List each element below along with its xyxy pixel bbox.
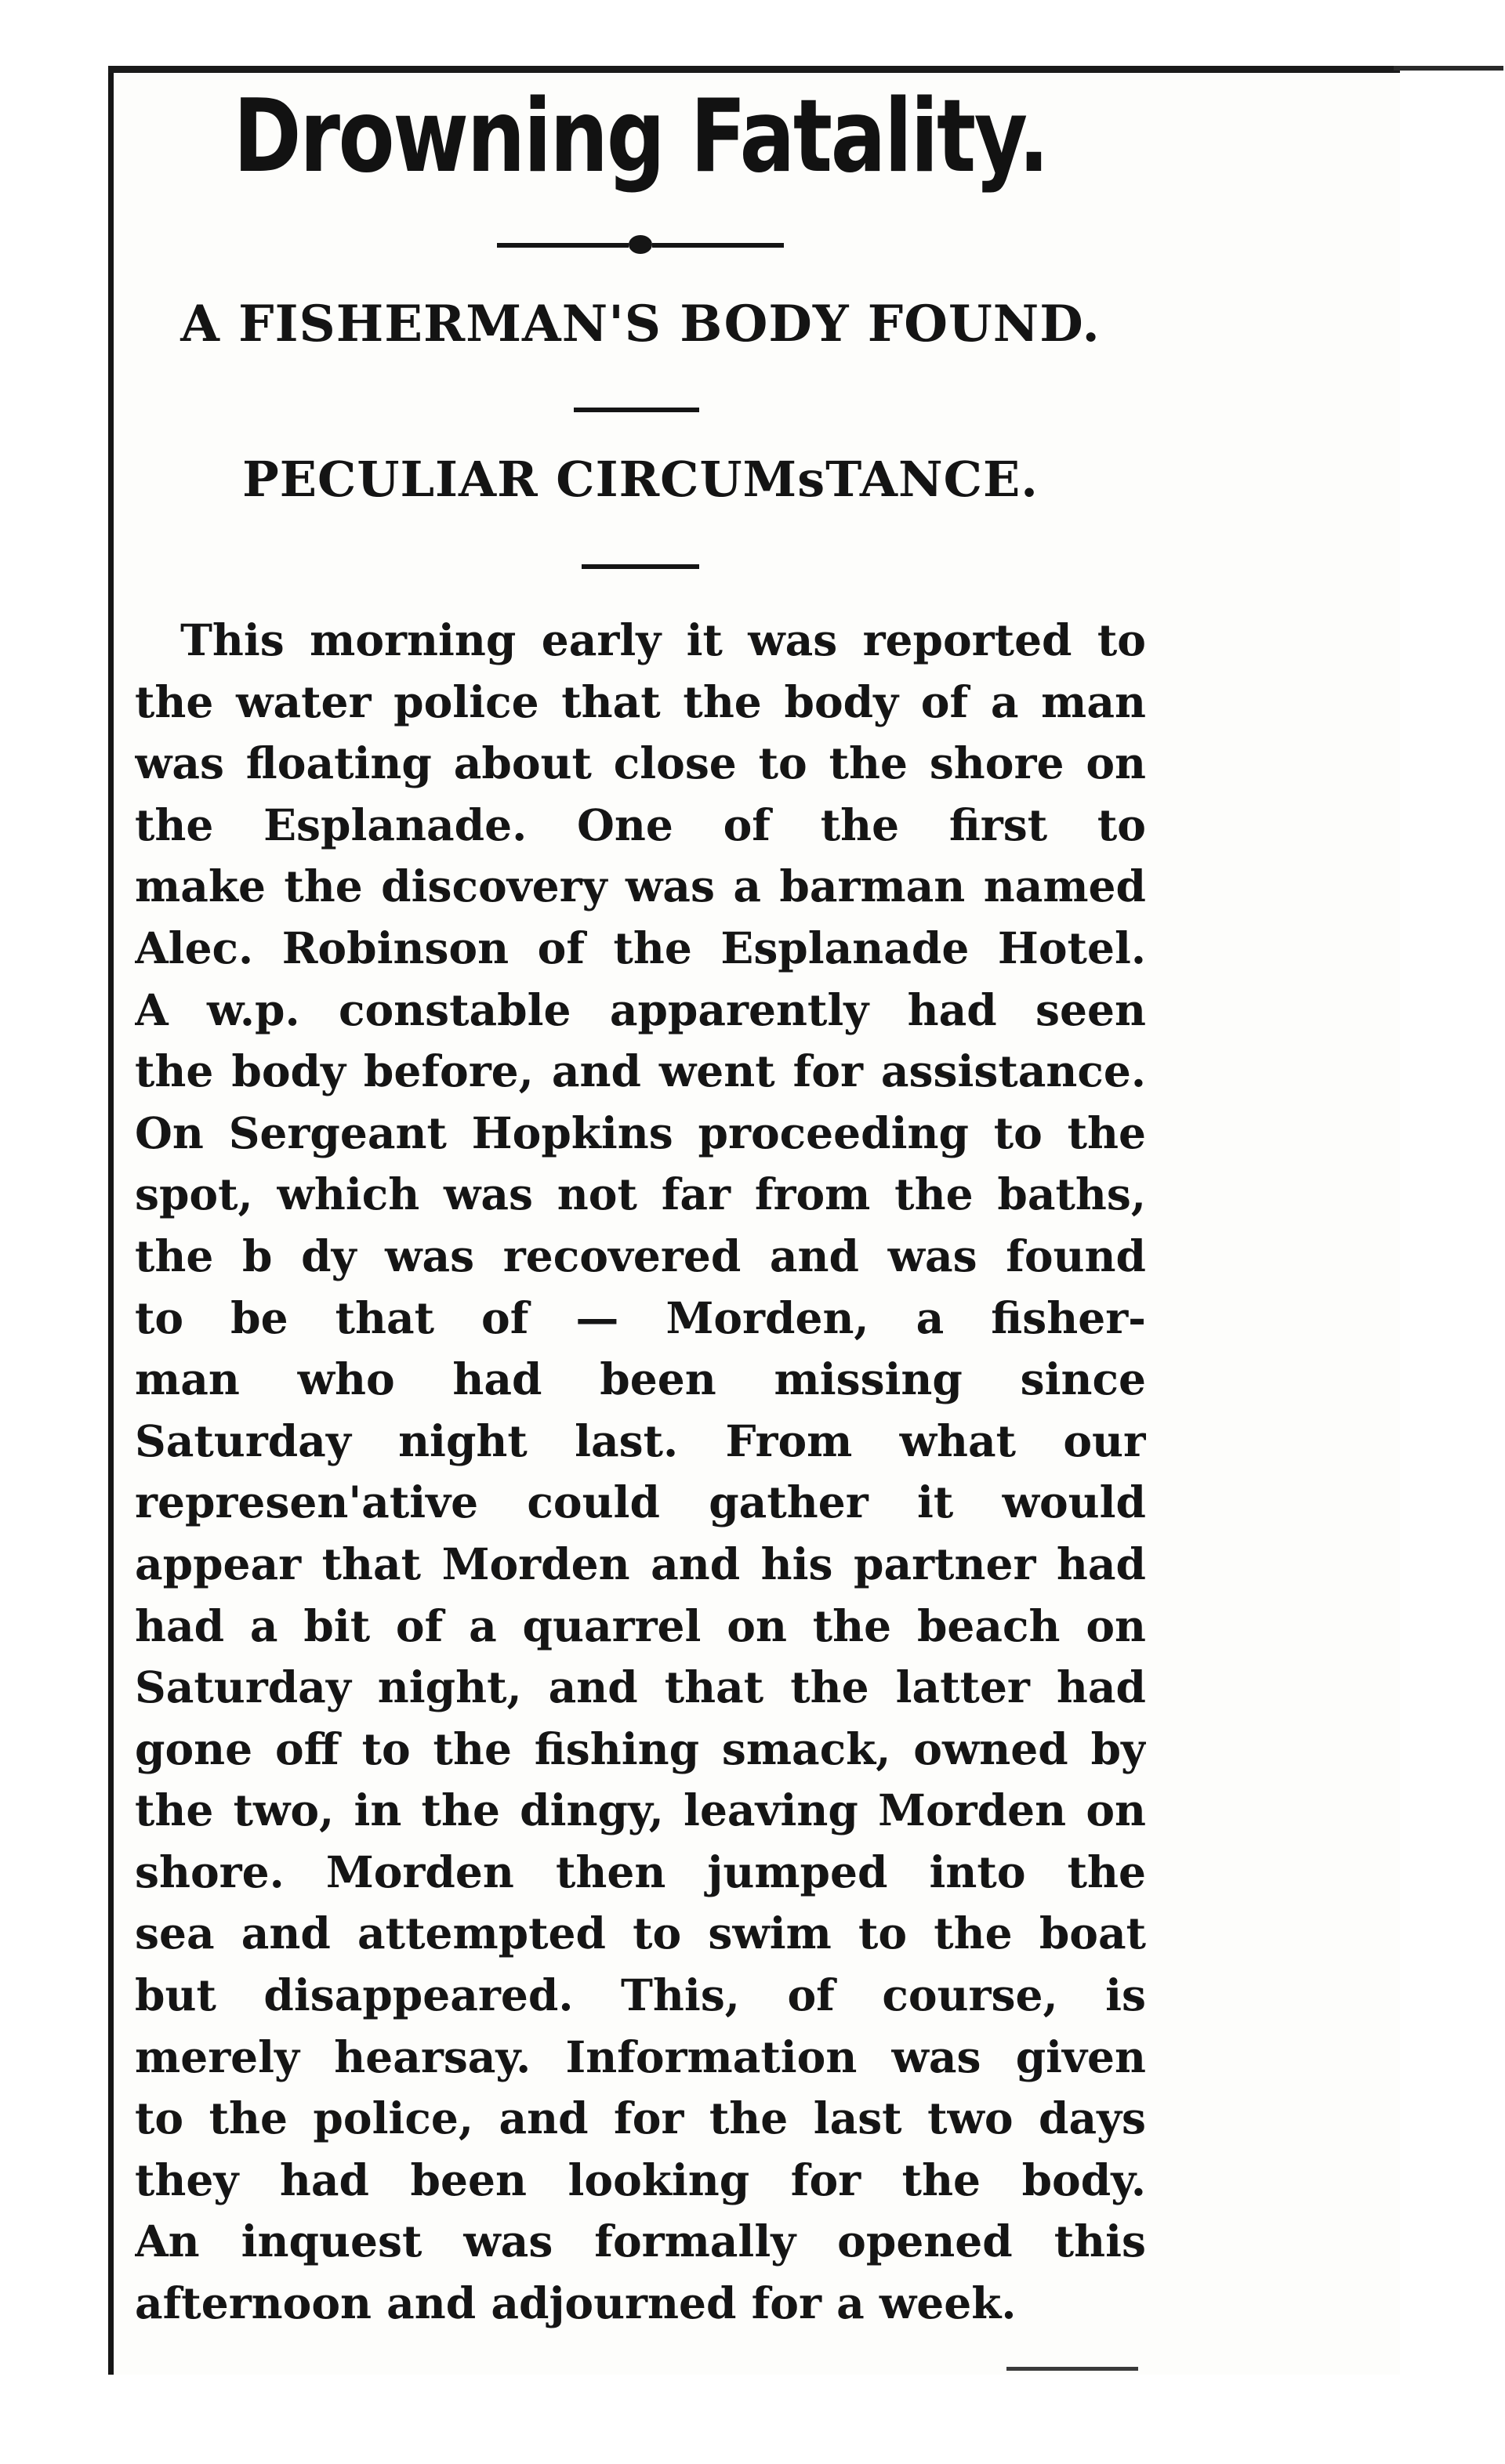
column-rule-top	[108, 66, 1400, 73]
ornament-bar-right	[652, 243, 784, 248]
body-line: the Esplanade. One of the first to	[135, 799, 1146, 850]
body-line: man who had been missing since	[135, 1353, 1146, 1405]
ornament-dot	[629, 235, 652, 254]
body-line: to the police, and for the last two days	[135, 2093, 1146, 2144]
body-line: the body before, and went for assistance.	[135, 1045, 1146, 1097]
body-line: On Sergeant Hopkins proceeding to the	[135, 1107, 1146, 1158]
body-line: the two, in the dingy, leaving Morden on	[135, 1785, 1146, 1836]
body-line: was floating about close to the shore on	[135, 737, 1146, 789]
body-line: Alec. Robinson of the Esplanade Hotel.	[135, 922, 1146, 973]
body-line: appear that Morden and his partner had	[135, 1538, 1146, 1589]
section-rule-1	[574, 408, 699, 412]
article-body	[135, 610, 1146, 2335]
body-line: the water police that the body of a man	[135, 676, 1146, 727]
body-line: had a bit of a quarrel on the beach on	[135, 1600, 1146, 1651]
body-line: This morning early it was reported to	[180, 614, 1146, 665]
body-line: merely hearsay. Information was given	[135, 2031, 1146, 2082]
body-line: represen'ative could gather it would	[135, 1477, 1146, 1528]
body-line: gone off to the fishing smack, owned by	[135, 1723, 1146, 1774]
section-rule-2	[582, 564, 699, 569]
body-line: make the discovery was a barman named	[135, 861, 1146, 912]
body-line: to be that of — Morden, a fisher-	[135, 1292, 1146, 1343]
body-line: Saturday night last. From what our	[135, 1415, 1146, 1466]
body-line: spot, which was not far from the baths,	[135, 1169, 1146, 1220]
body-line: A w.p. constable apparently had seen	[135, 984, 1146, 1035]
headline-ornament	[497, 234, 784, 257]
column-rule-left	[108, 66, 114, 2375]
body-line: they had been looking for the body.	[135, 2154, 1146, 2205]
body-line: Saturday night, and that the latter had	[135, 1661, 1146, 1713]
body-line: the b dy was recovered and was found	[135, 1230, 1146, 1281]
body-line: An inquest was formally opened this	[135, 2216, 1146, 2267]
ornament-bar-left	[497, 243, 629, 248]
body-line: but disappeared. This, of course, is	[135, 1969, 1146, 2021]
column-rule-top-extension	[1394, 66, 1503, 71]
body-line: sea and attempted to swim to the boat	[135, 1908, 1146, 1959]
article-subheading-1: A FISHERMAN'S BODY FOUND.	[180, 295, 1101, 353]
body-line: shore. Morden then jumped into the	[135, 1846, 1146, 1897]
closing-rule	[1006, 2367, 1138, 2371]
article-headline: Drowning Fatality.	[233, 78, 1048, 195]
article-subheading-2: PECULIAR CIRCUMsTANCE.	[242, 451, 1039, 508]
newspaper-clipping	[108, 66, 1400, 2375]
body-line: afternoon and adjourned for a week.	[135, 2277, 1017, 2329]
